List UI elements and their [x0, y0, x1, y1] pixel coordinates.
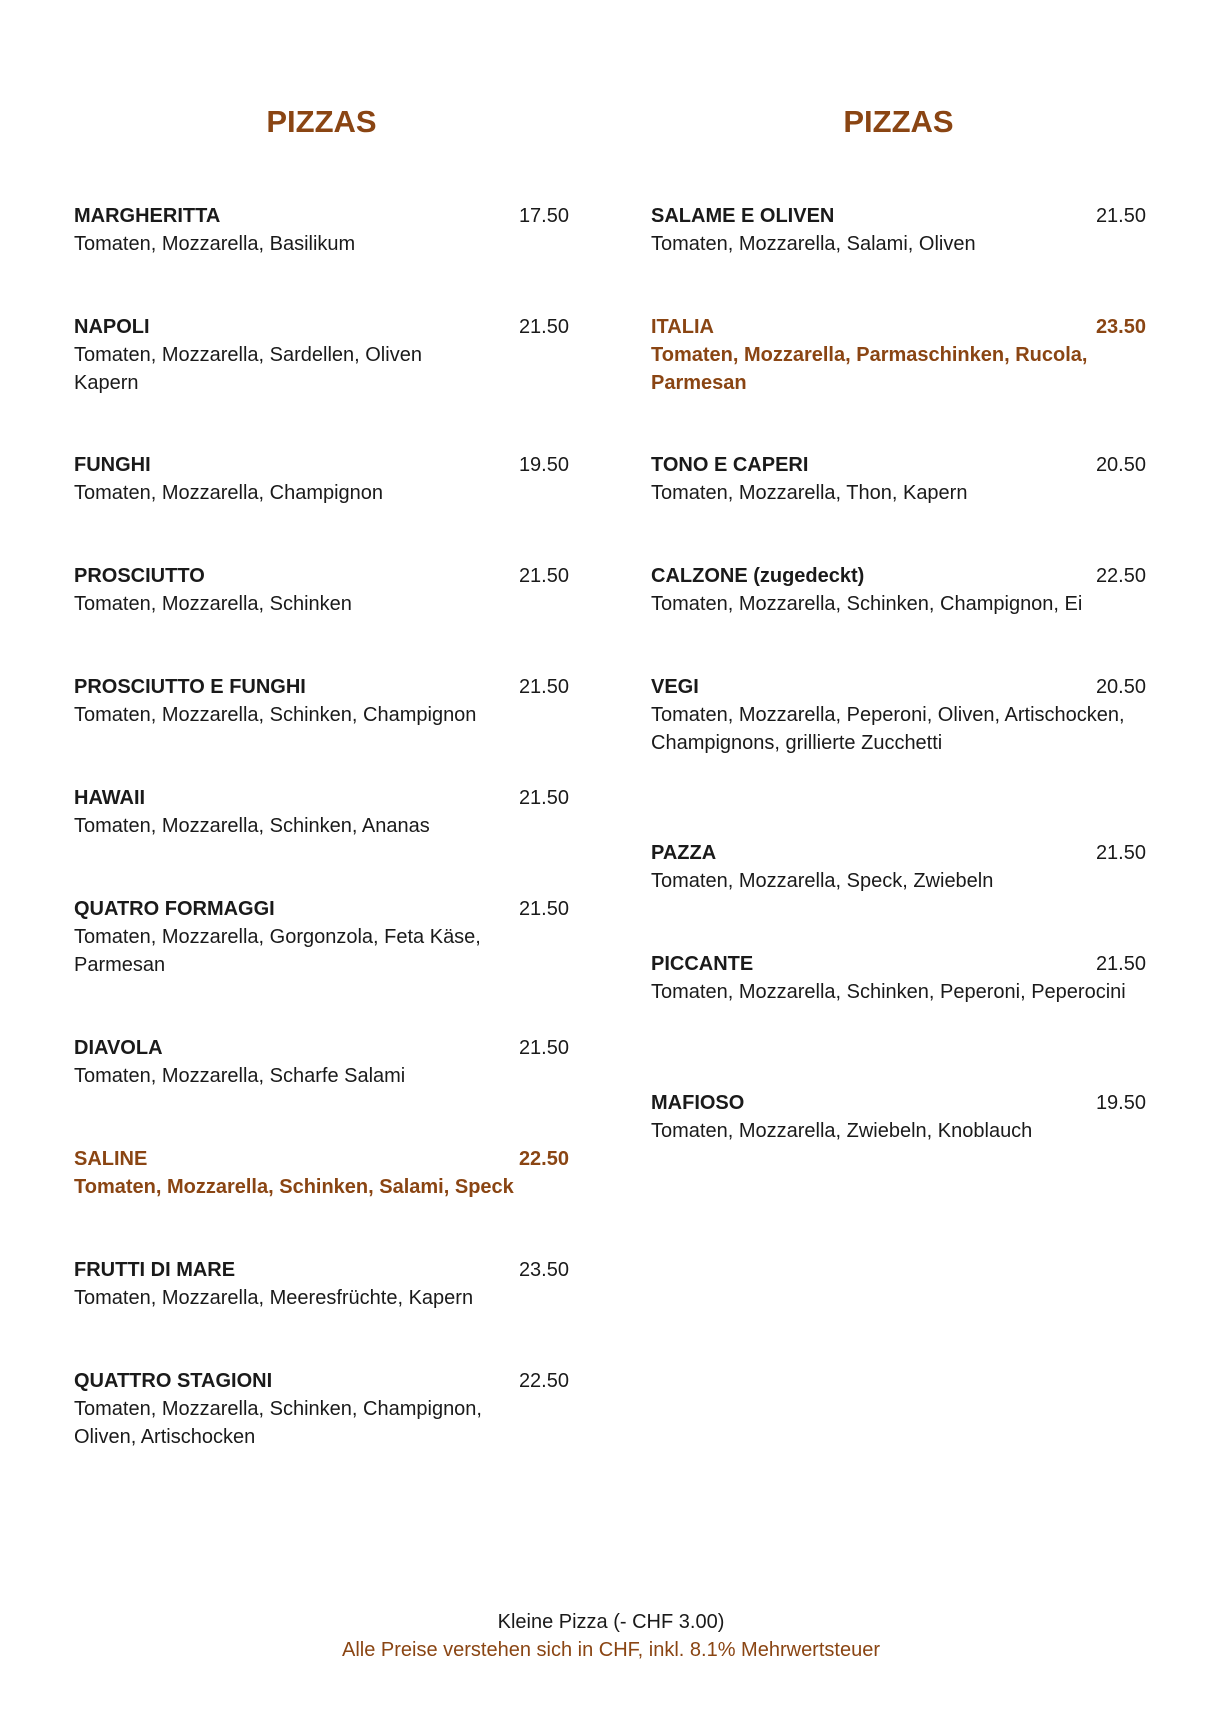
- menu-item-quatro-formaggi: [74, 895, 569, 979]
- item-name: HAWAII: [74, 787, 146, 809]
- item-price: 21.50: [518, 676, 569, 698]
- item-name: PROSCIUTTO: [74, 565, 205, 587]
- menu-item-calzone: [651, 562, 1146, 618]
- item-description: Tomaten, Mozzarella, Schinken, Salami, Speck: [74, 1176, 514, 1198]
- item-description: Tomaten, Mozzarella, Salami, Oliven: [651, 233, 976, 255]
- menu-item-pazza: [651, 839, 1146, 895]
- item-name: PAZZA: [651, 842, 717, 864]
- item-name: PROSCIUTTO E FUNGHI: [74, 676, 306, 698]
- menu-item-vegi: [651, 673, 1146, 757]
- item-price: 21.50: [1095, 842, 1146, 864]
- item-description: Tomaten, Mozzarella, Speck, Zwiebeln: [651, 870, 994, 892]
- item-description: Tomaten, Mozzarella, Gorgonzola, Feta Käse, Parmesan: [74, 926, 481, 976]
- item-price: 23.50: [1095, 316, 1146, 338]
- item-description: Tomaten, Mozzarella, Zwiebeln, Knoblauch: [651, 1120, 1033, 1142]
- item-name: DIAVOLA: [74, 1037, 163, 1059]
- item-description: Tomaten, Mozzarella, Sardellen, Oliven Kapern: [74, 344, 422, 394]
- item-name: FRUTTI DI MARE: [74, 1259, 236, 1281]
- item-description: Tomaten, Mozzarella, Schinken, Champignon, Ei: [651, 593, 1083, 615]
- item-price: 21.50: [1095, 953, 1146, 975]
- item-price: 17.50: [518, 205, 569, 227]
- item-description: Tomaten, Mozzarella, Basilikum: [74, 233, 356, 255]
- menu-item-salame-e-oliven: [651, 202, 1146, 258]
- menu-item-quattro-stagioni: [74, 1367, 569, 1451]
- menu-item-napoli: [74, 313, 569, 397]
- menu-item-hawaii: [74, 784, 569, 840]
- item-price: 21.50: [1095, 205, 1146, 227]
- small-pizza-note: Kleine Pizza (- CHF 3.00): [497, 1611, 725, 1633]
- menu-item-diavola: [74, 1034, 569, 1090]
- item-name: TONO E CAPERI: [651, 454, 809, 476]
- item-description: Tomaten, Mozzarella, Thon, Kapern: [651, 482, 968, 504]
- left-heading: PIZZAS: [266, 104, 377, 139]
- item-name: CALZONE (zugedeckt): [651, 565, 865, 587]
- item-name: QUATTRO STAGIONI: [74, 1370, 273, 1392]
- item-name: SALINE: [74, 1148, 148, 1170]
- item-name: MAFIOSO: [651, 1092, 745, 1114]
- item-name: VEGI: [651, 676, 699, 698]
- item-price: 20.50: [1095, 676, 1146, 698]
- item-price: 23.50: [518, 1259, 569, 1281]
- item-name: NAPOLI: [74, 316, 150, 338]
- item-name: QUATRO FORMAGGI: [74, 898, 275, 920]
- menu-item-prosciutto: [74, 562, 569, 618]
- footer: [0, 1608, 1222, 1664]
- item-price: 21.50: [518, 787, 569, 809]
- item-price: 22.50: [1095, 565, 1146, 587]
- item-description: Tomaten, Mozzarella, Champignon: [74, 482, 384, 504]
- item-price: 19.50: [518, 454, 569, 476]
- menu-item-saline: [74, 1145, 569, 1201]
- item-name: MARGHERITTA: [74, 205, 221, 227]
- item-description: Tomaten, Mozzarella, Parmaschinken, Rucola, Parmesan: [651, 344, 1088, 394]
- item-price: 21.50: [518, 898, 569, 920]
- right-heading: PIZZAS: [843, 104, 954, 139]
- item-description: Tomaten, Mozzarella, Schinken, Ananas: [74, 815, 430, 837]
- menu-item-funghi: [74, 451, 569, 507]
- menu-item-tono-e-caperi: [651, 451, 1146, 507]
- item-name: FUNGHI: [74, 454, 151, 476]
- item-price: 21.50: [518, 1037, 569, 1059]
- item-description: Tomaten, Mozzarella, Schinken, Champignon, Oliven, Artischocken: [74, 1398, 482, 1448]
- item-description: Tomaten, Mozzarella, Scharfe Salami: [74, 1065, 406, 1087]
- menu-item-mafioso: [651, 1089, 1146, 1145]
- menu-item-prosciutto-e-funghi: [74, 673, 569, 729]
- item-name: SALAME E OLIVEN: [651, 205, 835, 227]
- item-price: 21.50: [518, 316, 569, 338]
- price-note: Alle Preise verstehen sich in CHF, inkl. 8.1% Mehrwertsteuer: [342, 1639, 880, 1661]
- item-description: Tomaten, Mozzarella, Schinken, Peperoni, Peperocini: [651, 981, 1126, 1003]
- item-description: Tomaten, Mozzarella, Peperoni, Oliven, Artischocken, Champignons, grillierte Zucchetti: [651, 704, 1125, 754]
- menu-item-italia: [651, 313, 1146, 397]
- menu-item-frutti-di-mare: [74, 1256, 569, 1312]
- item-description: Tomaten, Mozzarella, Schinken, Champignon: [74, 704, 477, 726]
- item-price: 22.50: [518, 1148, 569, 1170]
- item-price: 22.50: [518, 1370, 569, 1392]
- item-price: 19.50: [1095, 1092, 1146, 1114]
- item-description: Tomaten, Mozzarella, Meeresfrüchte, Kapern: [74, 1287, 474, 1309]
- menu-item-margheritta: [74, 202, 569, 258]
- item-description: Tomaten, Mozzarella, Schinken: [74, 593, 352, 615]
- item-name: ITALIA: [651, 316, 714, 338]
- item-price: 20.50: [1095, 454, 1146, 476]
- menu-item-piccante: [651, 950, 1146, 1006]
- item-name: PICCANTE: [651, 953, 754, 975]
- item-price: 21.50: [518, 565, 569, 587]
